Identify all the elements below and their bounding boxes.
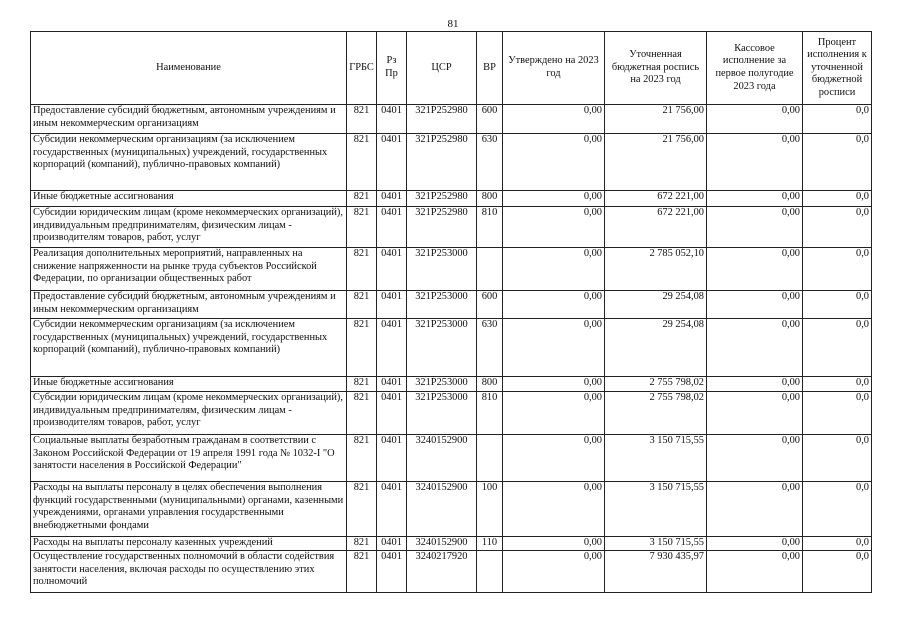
row-grbs: 821: [347, 377, 377, 392]
row-refined: 672 221,00: [605, 191, 707, 207]
row-approved: 0,00: [503, 435, 605, 482]
row-cash: 0,00: [707, 319, 803, 377]
row-rzpr: 0401: [377, 435, 407, 482]
row-cash: 0,00: [707, 191, 803, 207]
row-name: Социальные выплаты безработным гражданам в соответствии с Законом Российской Федерации от 19 апреля 1991 года № 1032-I "О занятости населения в Российской Федерации": [31, 435, 347, 482]
row-approved: 0,00: [503, 105, 605, 134]
row-vr: 630: [477, 319, 503, 377]
row-rzpr: 0401: [377, 191, 407, 207]
row-refined: 3 150 715,55: [605, 482, 707, 537]
table-row: [31, 134, 872, 191]
col-header-refined: Уточненная бюджетная роспись на 2023 год: [605, 32, 707, 105]
row-refined: 21 756,00: [605, 134, 707, 191]
row-cash: 0,00: [707, 134, 803, 191]
row-refined: 21 756,00: [605, 105, 707, 134]
row-refined: 2 755 798,02: [605, 392, 707, 435]
row-grbs: 821: [347, 551, 377, 593]
row-csr: 321P252980: [407, 207, 477, 248]
row-rzpr: 0401: [377, 319, 407, 377]
row-rzpr: 0401: [377, 482, 407, 537]
budget-table: [30, 31, 872, 593]
row-grbs: 821: [347, 537, 377, 551]
row-vr: [477, 435, 503, 482]
table-row: [31, 551, 872, 593]
table-row: [31, 482, 872, 537]
row-csr: 3240152900: [407, 537, 477, 551]
row-grbs: 821: [347, 105, 377, 134]
table-row: [31, 435, 872, 482]
page-number: 81: [447, 18, 459, 30]
row-approved: 0,00: [503, 134, 605, 191]
table-row: [31, 377, 872, 392]
row-percent: 0,0: [803, 134, 872, 191]
col-header-csr: ЦСР: [407, 32, 477, 105]
row-refined: 672 221,00: [605, 207, 707, 248]
col-header-cash: Кассовое исполнение за первое полугодие 2023 года: [707, 32, 803, 105]
row-csr: 321P252980: [407, 105, 477, 134]
row-percent: 0,0: [803, 482, 872, 537]
row-vr: 800: [477, 191, 503, 207]
row-percent: 0,0: [803, 551, 872, 593]
table-row: [31, 248, 872, 291]
col-header-percent: Процент исполнения к уточненной бюджетной росписи: [803, 32, 872, 105]
row-csr: 3240152900: [407, 482, 477, 537]
row-grbs: 821: [347, 207, 377, 248]
row-approved: 0,00: [503, 551, 605, 593]
row-rzpr: 0401: [377, 105, 407, 134]
row-grbs: 821: [347, 435, 377, 482]
row-cash: 0,00: [707, 435, 803, 482]
row-name: Субсидии некоммерческим организациям (за исключением государственных (муниципальных) учреждений, государственных корпораций (компаний), публично-правовых компаний): [31, 134, 347, 191]
row-approved: 0,00: [503, 319, 605, 377]
row-approved: 0,00: [503, 248, 605, 291]
row-percent: 0,0: [803, 191, 872, 207]
row-grbs: 821: [347, 482, 377, 537]
row-vr: 810: [477, 207, 503, 248]
col-header-grbs: ГРБС: [347, 32, 377, 105]
row-rzpr: 0401: [377, 248, 407, 291]
row-rzpr: 0401: [377, 291, 407, 319]
row-percent: 0,0: [803, 319, 872, 377]
row-approved: 0,00: [503, 291, 605, 319]
row-vr: [477, 248, 503, 291]
row-cash: 0,00: [707, 537, 803, 551]
row-refined: 3 150 715,55: [605, 537, 707, 551]
row-csr: 321P252980: [407, 134, 477, 191]
row-percent: 0,0: [803, 377, 872, 392]
row-grbs: 821: [347, 134, 377, 191]
row-approved: 0,00: [503, 392, 605, 435]
row-cash: 0,00: [707, 482, 803, 537]
row-refined: 2 755 798,02: [605, 377, 707, 392]
row-csr: 321P253000: [407, 377, 477, 392]
table-row: [31, 537, 872, 551]
row-cash: 0,00: [707, 392, 803, 435]
row-percent: 0,0: [803, 291, 872, 319]
row-rzpr: 0401: [377, 551, 407, 593]
table-row: [31, 207, 872, 248]
row-vr: 100: [477, 482, 503, 537]
row-vr: 110: [477, 537, 503, 551]
row-refined: 3 150 715,55: [605, 435, 707, 482]
row-vr: 800: [477, 377, 503, 392]
row-refined: 2 785 052,10: [605, 248, 707, 291]
row-refined: 7 930 435,97: [605, 551, 707, 593]
row-vr: 810: [477, 392, 503, 435]
row-cash: 0,00: [707, 105, 803, 134]
col-header-rzpr: Рз Пр: [377, 32, 407, 105]
row-name: Иные бюджетные ассигнования: [31, 191, 347, 207]
row-percent: 0,0: [803, 435, 872, 482]
row-grbs: 821: [347, 291, 377, 319]
row-percent: 0,0: [803, 207, 872, 248]
table-row: [31, 291, 872, 319]
row-grbs: 821: [347, 392, 377, 435]
row-refined: 29 254,08: [605, 319, 707, 377]
row-rzpr: 0401: [377, 377, 407, 392]
row-rzpr: 0401: [377, 134, 407, 191]
row-vr: 600: [477, 291, 503, 319]
row-csr: 3240217920: [407, 551, 477, 593]
row-vr: [477, 551, 503, 593]
row-percent: 0,0: [803, 537, 872, 551]
row-rzpr: 0401: [377, 537, 407, 551]
row-rzpr: 0401: [377, 207, 407, 248]
row-grbs: 821: [347, 248, 377, 291]
row-name: Предоставление субсидий бюджетным, автономным учреждениям и иным некоммерческим организациям: [31, 105, 347, 134]
row-name: Расходы на выплаты персоналу в целях обеспечения выполнения функций государственными (муниципальными) органами, казенными учреждениями, органами управления государственными внебюджетными фондами: [31, 482, 347, 537]
row-name: Субсидии юридическим лицам (кроме некоммерческих организаций), индивидуальным предпринимателям, физическим лицам - производителям товаров, работ, услуг: [31, 392, 347, 435]
row-rzpr: 0401: [377, 392, 407, 435]
row-cash: 0,00: [707, 377, 803, 392]
row-approved: 0,00: [503, 191, 605, 207]
row-name: Расходы на выплаты персоналу казенных учреждений: [31, 537, 347, 551]
table-row: [31, 392, 872, 435]
col-header-vr: ВР: [477, 32, 503, 105]
row-grbs: 821: [347, 319, 377, 377]
row-approved: 0,00: [503, 482, 605, 537]
row-csr: 3240152900: [407, 435, 477, 482]
table-row: [31, 319, 872, 377]
table-row: [31, 105, 872, 134]
col-header-approved: Утверждено на 2023 год: [503, 32, 605, 105]
row-vr: 600: [477, 105, 503, 134]
row-csr: 321P253000: [407, 392, 477, 435]
row-grbs: 821: [347, 191, 377, 207]
row-csr: 321P253000: [407, 248, 477, 291]
table-header-row: [31, 32, 872, 105]
row-name: Иные бюджетные ассигнования: [31, 377, 347, 392]
row-name: Субсидии юридическим лицам (кроме некоммерческих организаций), индивидуальным предпринимателям, физическим лицам - производителям товаров, работ, услуг: [31, 207, 347, 248]
col-header-name: Наименование: [31, 32, 347, 105]
row-refined: 29 254,08: [605, 291, 707, 319]
row-vr: 630: [477, 134, 503, 191]
row-name: Субсидии некоммерческим организациям (за исключением государственных (муниципальных) учреждений, государственных корпораций (компаний), публично-правовых компаний): [31, 319, 347, 377]
row-approved: 0,00: [503, 377, 605, 392]
row-approved: 0,00: [503, 537, 605, 551]
row-name: Осуществление государственных полномочий в области содействия занятости населения, включая расходы по осуществлению этих полномочий: [31, 551, 347, 593]
row-cash: 0,00: [707, 291, 803, 319]
row-name: Предоставление субсидий бюджетным, автономным учреждениям и иным некоммерческим организациям: [31, 291, 347, 319]
row-cash: 0,00: [707, 207, 803, 248]
row-percent: 0,0: [803, 105, 872, 134]
row-cash: 0,00: [707, 248, 803, 291]
row-approved: 0,00: [503, 207, 605, 248]
row-cash: 0,00: [707, 551, 803, 593]
row-csr: 321P253000: [407, 319, 477, 377]
table-row: [31, 191, 872, 207]
row-percent: 0,0: [803, 392, 872, 435]
row-csr: 321P252980: [407, 191, 477, 207]
row-percent: 0,0: [803, 248, 872, 291]
row-name: Реализация дополнительных мероприятий, направленных на снижение напряженности на рынке труда субъектов Российской Федерации, по организации общественных работ: [31, 248, 347, 291]
row-csr: 321P253000: [407, 291, 477, 319]
